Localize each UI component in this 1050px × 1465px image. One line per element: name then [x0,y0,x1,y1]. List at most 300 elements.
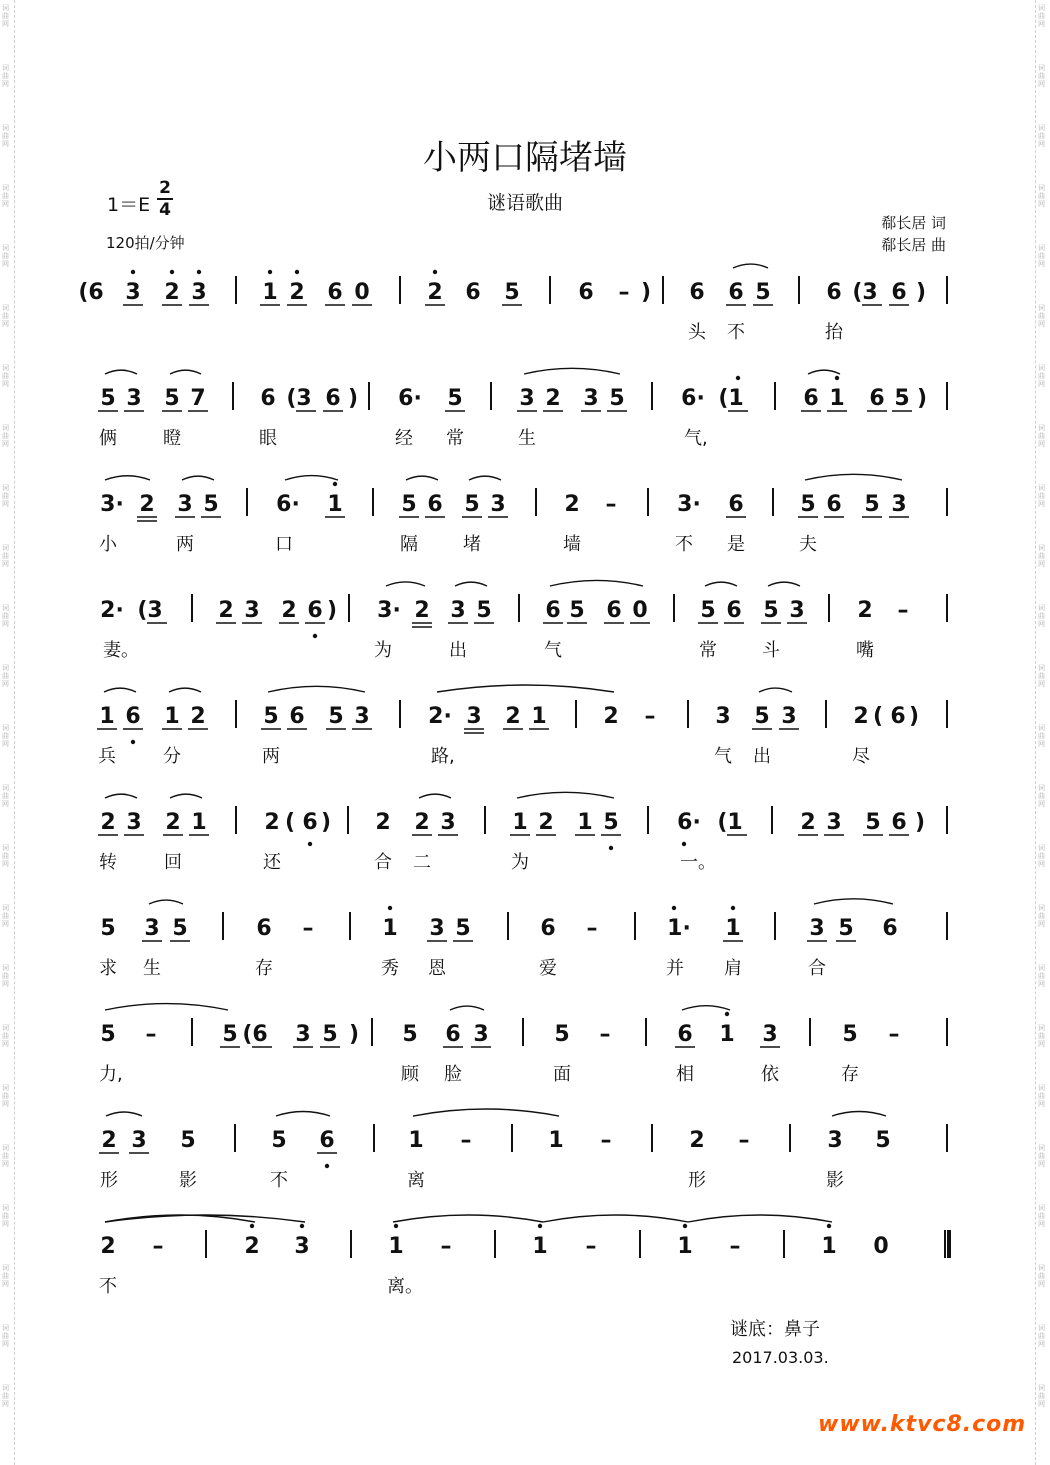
song-title: 小两口隔堵墙 [423,138,627,178]
note: 3 [809,916,825,941]
note: 1 [821,1234,837,1259]
margin-watermark-text: 词曲网 [1038,424,1045,448]
composer-credit: 郗长居 曲 [881,236,946,254]
slur-arc [469,476,501,480]
note: 6 [545,598,561,623]
slur-arc [832,1112,886,1117]
high-octave-dot [538,1224,542,1228]
note: ) [914,810,926,835]
note: 1 [829,386,845,411]
lyric: 不 [675,534,693,555]
margin-watermark-text: 词曲网 [1038,364,1045,388]
margin-watermark-text: 词曲网 [2,484,9,508]
lyric: 气, [684,428,708,449]
note: – [888,1022,900,1047]
slur-arc [386,582,425,586]
note: 5 [476,598,492,623]
margin-watermark-text: 词曲网 [2,1144,9,1168]
margin-watermark-text: 词曲网 [1038,604,1045,628]
lyric: 依 [761,1064,779,1085]
note: 6 [826,280,842,305]
note: ) [916,386,928,411]
margin-watermark-text: 词曲网 [1038,64,1045,88]
margin-watermark-text: 词曲网 [1038,784,1045,808]
note: 2 [101,1128,117,1153]
low-octave-dot [308,842,312,846]
lyric: 妻。 [103,640,139,661]
note: 0 [632,598,648,623]
margin-watermark-text: 词曲网 [2,844,9,868]
note: 6· [398,386,422,411]
note: 3 [191,280,207,305]
slur-arc [105,794,137,798]
high-octave-dot [333,482,337,486]
note: 2· [428,704,452,729]
slur-arc [285,476,338,480]
note: 1· [667,916,691,941]
lyric: 经 [395,428,413,449]
margin-watermark-text: 词曲网 [1038,724,1045,748]
lyric: 夫 [799,534,817,555]
note: 6 [260,386,276,411]
note: 5 [402,1022,418,1047]
low-octave-dot [325,1164,329,1168]
time-signature-top: 2 [159,178,171,198]
margin-watermark-text: 词曲网 [2,64,9,88]
note: 1 [719,1022,735,1047]
margin-watermark-text: 词曲网 [2,1384,9,1408]
note: 6 [427,492,443,517]
slur-arc [276,1112,330,1117]
note: 5 [864,492,880,517]
low-octave-dot [609,846,613,850]
note: 5 [203,492,219,517]
lyric: 斗 [762,640,780,661]
note: 5 [180,1128,196,1153]
note: – [145,1022,157,1047]
margin-watermark-text: 词曲网 [2,1084,9,1108]
margin-watermark-text: 词曲网 [1038,1324,1045,1348]
margin-watermark-text: 词曲网 [2,604,9,628]
slur-arc [170,794,202,798]
margin-watermark-text: 词曲网 [2,1024,9,1048]
lyric: 常 [446,428,464,449]
lyric: 力, [99,1064,123,1085]
slur-arc [105,1004,228,1010]
note: 1 [262,280,278,305]
note: 3 [490,492,506,517]
note: 6 [125,704,141,729]
note: 2 [165,810,181,835]
note: 1 [548,1128,564,1153]
note: 6 [325,386,341,411]
lyric: 一。 [680,852,716,873]
slur-arc [808,370,840,374]
note: 5 [842,1022,858,1047]
note: 5 [271,1128,287,1153]
note: 6 [302,810,318,835]
note: 5 [401,492,417,517]
note: 6 [803,386,819,411]
high-octave-dot [295,270,299,274]
slur-arc [455,582,487,586]
margin-watermark-text: 词曲网 [1038,244,1045,268]
note: 6 [826,492,842,517]
note: 6 [256,916,272,941]
note: – [729,1234,741,1259]
note: – [585,1234,597,1259]
lyric: 回 [164,852,182,873]
note: 3· [100,492,124,517]
slur-arc [450,1006,484,1010]
note: 3 [715,704,731,729]
note: 3 [177,492,193,517]
lyric: 离 [407,1170,425,1191]
margin-watermark-text: 词曲网 [2,664,9,688]
note: – [618,280,630,305]
note: 2 [857,598,873,623]
note: 2 [218,598,234,623]
note: 2 [538,810,554,835]
lyric: 存 [255,958,273,979]
slur-arc [759,688,792,692]
margin-watermark-text: 词曲网 [1038,124,1045,148]
note: 5 [603,810,619,835]
lyric: 生 [143,958,161,979]
margin-watermark-text: 词曲网 [2,544,9,568]
note: 1 [677,1234,693,1259]
note: 2 [545,386,561,411]
note: 6 [726,598,742,623]
margin-watermark-text: 词曲网 [1038,844,1045,868]
note: 3 [519,386,535,411]
high-octave-dot [300,1224,304,1228]
margin-watermark-text: 词曲网 [2,1324,9,1348]
margin-watermark-text: 词曲网 [2,304,9,328]
margin-watermark-text: 词曲网 [1038,1264,1045,1288]
note: 5 [455,916,471,941]
note: 1 [725,916,741,941]
note: (3 [286,386,312,411]
lyric: 生 [518,428,536,449]
note: – [897,598,909,623]
margin-watermark-text: 词曲网 [1038,304,1045,328]
note: 3 [144,916,160,941]
note: 5 [100,386,116,411]
note: 6 [677,1022,693,1047]
slur-arc [413,1109,559,1116]
low-octave-dot [313,634,317,638]
lyric: 气 [714,746,732,767]
note: 2 [689,1128,705,1153]
note: ( [872,704,884,729]
lyric: 影 [826,1170,844,1191]
note: 6 [890,704,906,729]
high-octave-dot [394,1224,398,1228]
note: 1 [164,704,180,729]
lyric: 求 [99,958,117,979]
slur-arc [437,685,614,692]
time-signature-bottom: 4 [159,200,171,220]
note: 2 [281,598,297,623]
tempo-marking: 120拍/分钟 [106,234,185,252]
note: 2 [164,280,180,305]
note: 6 [606,598,622,623]
margin-watermark-text: 词曲网 [1038,1144,1045,1168]
margin-watermark-text: 词曲网 [1038,904,1045,928]
slur-arc [393,1215,543,1222]
margin-watermark-text: 词曲网 [1038,1204,1045,1228]
lyric: 二 [413,852,431,873]
note: 1 [327,492,343,517]
note: ) [320,810,332,835]
margin-watermark-text: 词曲网 [2,244,9,268]
note: 3 [429,916,445,941]
high-octave-dot [731,906,735,910]
lyric: 是 [727,534,745,555]
lyric: 为 [511,852,529,873]
lyric: 分 [163,746,181,767]
slur-arc [406,476,438,480]
low-octave-dot [682,842,686,846]
lyric: 瞪 [163,428,181,449]
high-octave-dot [827,1224,831,1228]
lyric: 眼 [259,428,277,449]
note: 5 [164,386,180,411]
margin-watermark-text: 词曲网 [2,964,9,988]
lyric: 兵 [98,746,116,767]
lyric: 小 [99,534,117,555]
note: 2· [100,598,124,623]
slur-arc [104,688,136,692]
low-octave-dot [131,740,135,744]
lyric: 路, [431,746,455,767]
note: 3 [583,386,599,411]
note: 3 [244,598,260,623]
note: 1 [532,1234,548,1259]
slur-arc [182,476,214,480]
lyric: 为 [374,640,392,661]
note: ) [915,280,927,305]
note: 3 [450,598,466,623]
note: 0 [354,280,370,305]
note: 6 [689,280,705,305]
note: 3· [677,492,701,517]
note: 6 [327,280,343,305]
lyric: 合 [808,958,826,979]
note: 5 [222,1022,238,1047]
margin-watermark-text: 词曲网 [2,184,9,208]
lyric: 两 [262,746,280,767]
high-octave-dot [250,1224,254,1228]
note: 0 [873,1234,889,1259]
lyric: 气 [544,640,562,661]
note: 5 [504,280,520,305]
margin-watermark-text: 词曲网 [1038,1024,1045,1048]
note: 5 [894,386,910,411]
lyric: 出 [449,640,467,661]
note: 2 [800,810,816,835]
note: 5 [172,916,188,941]
margin-watermark-text: 词曲网 [1038,1084,1045,1108]
note: 3 [827,1128,843,1153]
margin-watermark-text: 词曲网 [2,364,9,388]
lyric: 面 [553,1064,571,1085]
note: (3 [852,280,878,305]
note: 1 [388,1234,404,1259]
note: 5 [865,810,881,835]
margin-watermark-text: 词曲网 [1038,964,1045,988]
note: 2 [427,280,443,305]
note: – [586,916,598,941]
note: 3 [294,1234,310,1259]
lyric: 俩 [99,428,117,449]
note: 5 [755,280,771,305]
high-octave-dot [725,1012,729,1016]
note: (6 [78,280,104,305]
slur-arc [733,264,768,268]
note: 3 [466,704,482,729]
note: ) [348,1022,360,1047]
note: ( [284,810,296,835]
note: 3 [762,1022,778,1047]
margin-watermark-text: 词曲网 [1038,664,1045,688]
lyric: 脸 [444,1064,462,1085]
note: 5 [609,386,625,411]
note: 3 [473,1022,489,1047]
note: (6 [242,1022,268,1047]
note: 2 [244,1234,260,1259]
lyric: 存 [841,1064,859,1085]
note: ) [640,280,652,305]
lyric: 口 [275,534,293,555]
note: 5 [328,704,344,729]
lyric: 隔 [400,534,418,555]
margin-watermark-text: 词曲网 [1038,484,1045,508]
margin-watermark-text: 词曲网 [1038,4,1045,28]
lyric: 恩 [428,958,446,979]
slur-arc [105,476,150,480]
note: 2 [414,810,430,835]
high-octave-dot [433,270,437,274]
note: 3 [125,280,141,305]
note: 2 [414,598,430,623]
slur-arc [169,688,201,692]
note: 3 [295,1022,311,1047]
margin-watermark-text: 词曲网 [2,1204,9,1228]
lyric: 相 [676,1064,694,1085]
note: – [605,492,617,517]
note: 3 [781,704,797,729]
note: 5 [700,598,716,623]
margin-watermark-text: 词曲网 [1038,1384,1045,1408]
slur-arc [106,1112,142,1116]
high-octave-dot [131,270,135,274]
slur-arc [550,580,643,586]
note: ) [347,386,359,411]
note: 6 [578,280,594,305]
note: 1 [531,704,547,729]
note: 1 [99,704,115,729]
note: 2 [505,704,521,729]
high-octave-dot [197,270,201,274]
note: 2 [100,810,116,835]
lyric: 两 [176,534,194,555]
note: 6 [882,916,898,941]
slur-arc [170,370,201,374]
note: 6 [465,280,481,305]
lyric: 尽 [852,746,870,767]
note: 2 [289,280,305,305]
slur-arc [105,370,137,374]
note: 5 [838,916,854,941]
note: – [600,1128,612,1153]
margin-watermark-text: 词曲网 [2,124,9,148]
note: 3 [354,704,370,729]
slur-arc [814,899,893,904]
note: 5 [322,1022,338,1047]
high-octave-dot [268,270,272,274]
note: 6 [319,1128,335,1153]
note: (1 [718,386,744,411]
slur-arc [682,1006,730,1010]
margin-watermark-text: 词曲网 [1038,184,1045,208]
song-subtitle: 谜语歌曲 [486,192,563,214]
slur-arc [768,582,800,586]
note: 1 [577,810,593,835]
slur-arc [524,368,620,374]
note: 5 [100,1022,116,1047]
note: 5 [447,386,463,411]
note: 5 [800,492,816,517]
lyric: 并 [666,958,684,979]
note: 6 [869,386,885,411]
margin-watermark-text: 词曲网 [2,724,9,748]
note: – [599,1022,611,1047]
lyric: 抬 [825,322,843,343]
margin-watermark-text: 词曲网 [2,904,9,928]
lyric: 堵 [463,534,481,555]
note: 3 [789,598,805,623]
note: 2 [264,810,280,835]
lyric: 常 [699,640,717,661]
note: 3· [377,598,401,623]
slur-arc [805,474,902,480]
high-octave-dot [388,906,392,910]
note: – [644,704,656,729]
note: 6 [289,704,305,729]
note: 3 [126,386,142,411]
margin-watermark-text: 词曲网 [2,1264,9,1288]
note: 6 [445,1022,461,1047]
high-octave-dot [835,376,839,380]
lyric: 秀 [381,958,399,979]
note: (1 [717,810,743,835]
note: 5 [554,1022,570,1047]
lyric: 形 [100,1170,118,1191]
note: 5 [464,492,480,517]
slur-arc [268,686,365,692]
note: 2 [139,492,155,517]
lyric: 肩 [724,958,742,979]
note: 1 [382,916,398,941]
note: 5 [754,704,770,729]
high-octave-dot [683,1224,687,1228]
note: 2 [853,704,869,729]
note: 5 [569,598,585,623]
riddle-answer: 谜底：鼻子 [730,1319,820,1340]
high-octave-dot [170,270,174,274]
